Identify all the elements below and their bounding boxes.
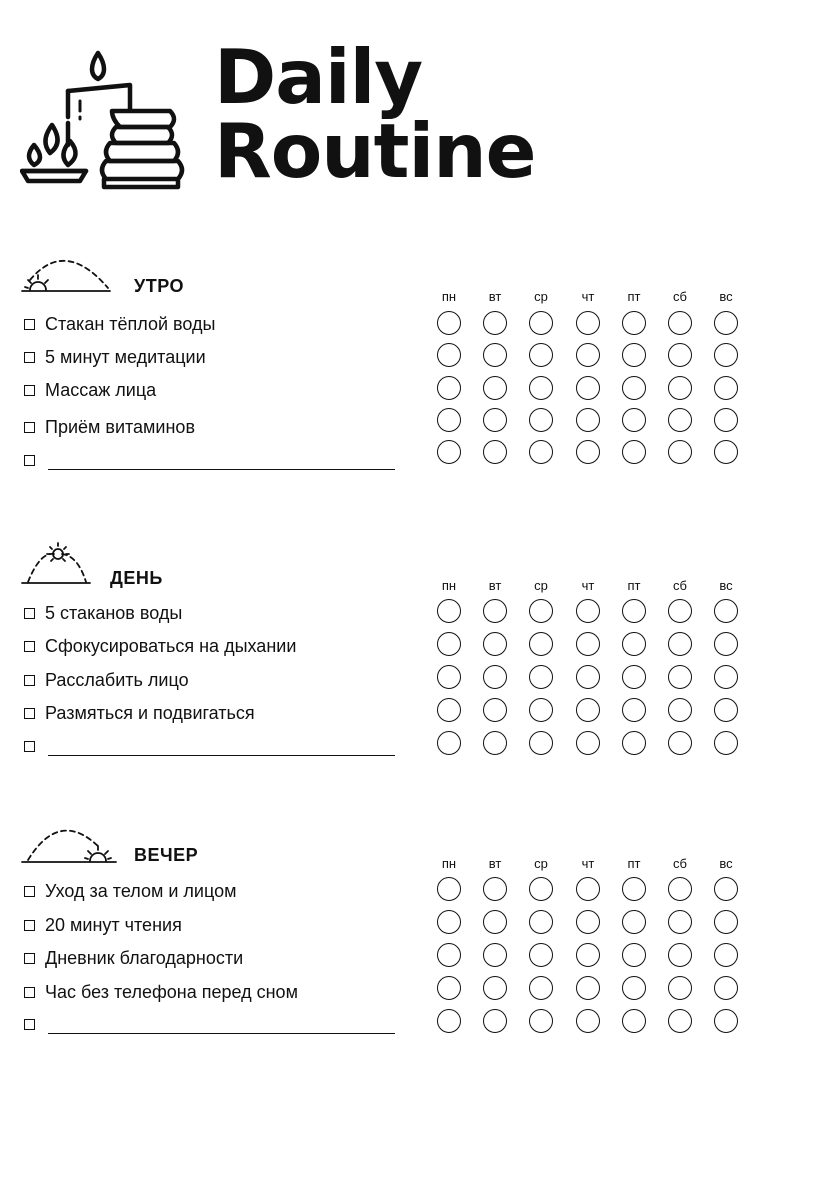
section-title: УТРО (134, 276, 184, 296)
tracker-circle[interactable] (437, 632, 461, 656)
tracker-circle[interactable] (483, 440, 507, 464)
sunset-icon (20, 822, 120, 866)
write-in-line[interactable] (48, 755, 395, 756)
task-checkbox[interactable] (24, 455, 35, 466)
section-morning (0, 250, 827, 470)
task-checkbox[interactable] (24, 987, 35, 998)
tracker-circle[interactable] (437, 731, 461, 755)
day-thu: чт (581, 856, 595, 871)
tracker-circle[interactable] (622, 877, 646, 901)
task-row (0, 600, 827, 630)
tracker-circle[interactable] (437, 910, 461, 934)
task-label: Размяться и подвигаться (45, 703, 255, 723)
tracker-circle[interactable] (437, 976, 461, 1000)
task-checkbox[interactable] (24, 319, 35, 330)
day-tue: вт (488, 289, 502, 304)
write-in-line[interactable] (48, 469, 395, 470)
tracker-circle[interactable] (576, 408, 600, 432)
tracker-circle[interactable] (437, 311, 461, 335)
tracker-circle[interactable] (576, 440, 600, 464)
tracker-circle[interactable] (714, 1009, 738, 1033)
tracker-circle[interactable] (576, 311, 600, 335)
task-row (0, 979, 827, 1009)
task-row (0, 945, 827, 975)
tracker-circle[interactable] (529, 665, 553, 689)
tracker-circle[interactable] (483, 599, 507, 623)
day-fri: пт (627, 578, 641, 593)
tracker-circle[interactable] (576, 376, 600, 400)
tracker-circle[interactable] (437, 943, 461, 967)
section-title: ДЕНЬ (110, 568, 163, 588)
day-sat: сб (673, 856, 687, 871)
task-checkbox[interactable] (24, 741, 35, 752)
tracker-circle[interactable] (437, 440, 461, 464)
tracker-circle[interactable] (483, 632, 507, 656)
tracker-circle[interactable] (668, 440, 692, 464)
tracker-circle[interactable] (668, 311, 692, 335)
tracker-circle[interactable] (529, 408, 553, 432)
tracker-circle[interactable] (714, 976, 738, 1000)
tracker-circle[interactable] (437, 877, 461, 901)
section-title: ВЕЧЕР (134, 845, 199, 865)
task-checkbox[interactable] (24, 352, 35, 363)
tracker-circle[interactable] (483, 665, 507, 689)
task-row (0, 633, 827, 663)
task-label: Массаж лица (45, 380, 157, 400)
tracker-circle[interactable] (483, 343, 507, 367)
tracker-circle[interactable] (576, 877, 600, 901)
tracker-circle[interactable] (576, 698, 600, 722)
tracker-circle[interactable] (437, 376, 461, 400)
tracker-circle[interactable] (622, 376, 646, 400)
tracker-circle[interactable] (529, 910, 553, 934)
tracker-circle[interactable] (622, 599, 646, 623)
tracker-circle[interactable] (714, 731, 738, 755)
tracker-circle[interactable] (529, 731, 553, 755)
tracker-circle[interactable] (622, 632, 646, 656)
tracker-circle[interactable] (714, 632, 738, 656)
tracker-circle[interactable] (576, 910, 600, 934)
tracker-circle[interactable] (576, 343, 600, 367)
tracker-circle[interactable] (529, 343, 553, 367)
task-label: Час без телефона перед сном (45, 982, 298, 1002)
task-label: 20 минут чтения (45, 915, 182, 935)
day-wed: ср (534, 289, 548, 304)
page-title (214, 33, 536, 195)
day-wed: ср (534, 578, 548, 593)
day-mon: пн (441, 856, 457, 871)
tracker-circle[interactable] (714, 698, 738, 722)
tracker-circle[interactable] (668, 632, 692, 656)
day-fri: пт (627, 289, 641, 304)
task-label: Сфокусироваться на дыхании (45, 636, 297, 656)
day-mon: пн (441, 289, 457, 304)
tracker-circle[interactable] (483, 976, 507, 1000)
tracker-circle[interactable] (529, 311, 553, 335)
tracker-circle[interactable] (576, 976, 600, 1000)
tracker-circle[interactable] (714, 311, 738, 335)
tracker-circle[interactable] (529, 976, 553, 1000)
tracker-circle[interactable] (714, 440, 738, 464)
day-sun: вс (719, 289, 733, 304)
task-row-blank (0, 1011, 827, 1041)
tracker-circle[interactable] (483, 408, 507, 432)
tracker-circle[interactable] (437, 343, 461, 367)
tracker-circle[interactable] (668, 910, 692, 934)
tracker-circle[interactable] (437, 1009, 461, 1033)
tracker-circle[interactable] (668, 1009, 692, 1033)
task-label: Дневник благодарности (45, 948, 244, 968)
midday-sun-icon (20, 542, 95, 586)
tracker-circle[interactable] (668, 731, 692, 755)
tracker-circle[interactable] (576, 665, 600, 689)
tracker-circle[interactable] (529, 376, 553, 400)
tracker-circle[interactable] (622, 976, 646, 1000)
tracker-circle[interactable] (622, 1009, 646, 1033)
tracker-circle[interactable] (622, 408, 646, 432)
tracker-circle[interactable] (576, 599, 600, 623)
tracker-circle[interactable] (714, 665, 738, 689)
tracker-circle[interactable] (437, 698, 461, 722)
day-fri: пт (627, 856, 641, 871)
tracker-circle[interactable] (483, 877, 507, 901)
tracker-circle[interactable] (668, 698, 692, 722)
tracker-circle[interactable] (576, 943, 600, 967)
task-checkbox[interactable] (24, 608, 35, 619)
tracker-circle[interactable] (529, 877, 553, 901)
tracker-circle[interactable] (622, 665, 646, 689)
day-wed: ср (534, 856, 548, 871)
task-checkbox[interactable] (24, 1019, 35, 1030)
task-row (0, 667, 827, 697)
task-checkbox[interactable] (24, 708, 35, 719)
tracker-circle[interactable] (529, 440, 553, 464)
write-in-line[interactable] (48, 1033, 395, 1034)
tracker-circle[interactable] (529, 943, 553, 967)
tracker-circle[interactable] (622, 943, 646, 967)
day-tue: вт (488, 856, 502, 871)
tracker-circle[interactable] (622, 343, 646, 367)
task-label: 5 стаканов воды (45, 603, 183, 623)
task-row (0, 700, 827, 730)
tracker-circle[interactable] (576, 632, 600, 656)
tracker-circle[interactable] (668, 343, 692, 367)
task-row (0, 311, 827, 341)
task-checkbox[interactable] (24, 953, 35, 964)
tracker-circle[interactable] (622, 731, 646, 755)
tracker-circle[interactable] (483, 376, 507, 400)
tracker-circle[interactable] (714, 910, 738, 934)
tracker-circle[interactable] (437, 665, 461, 689)
day-thu: чт (581, 578, 595, 593)
task-label: 5 минут медитации (45, 347, 206, 367)
tracker-circle[interactable] (529, 599, 553, 623)
tracker-circle[interactable] (576, 731, 600, 755)
tracker-circle[interactable] (668, 943, 692, 967)
task-checkbox[interactable] (24, 920, 35, 931)
task-row (0, 912, 827, 942)
task-checkbox[interactable] (24, 675, 35, 686)
tracker-circle[interactable] (483, 731, 507, 755)
tracker-circle[interactable] (622, 311, 646, 335)
day-thu: чт (581, 289, 595, 304)
task-checkbox[interactable] (24, 385, 35, 396)
tracker-circle[interactable] (622, 440, 646, 464)
tracker-circle[interactable] (714, 343, 738, 367)
day-mon: пн (441, 578, 457, 593)
task-checkbox[interactable] (24, 422, 35, 433)
tracker-circle[interactable] (668, 376, 692, 400)
tracker-circle[interactable] (714, 408, 738, 432)
task-row-blank (0, 447, 827, 477)
title-line-routine: Routine (214, 107, 536, 195)
tracker-circle[interactable] (668, 665, 692, 689)
task-row (0, 377, 827, 407)
day-sat: сб (673, 289, 687, 304)
task-row (0, 344, 827, 374)
task-row (0, 878, 827, 908)
day-sun: вс (719, 578, 733, 593)
tracker-circle[interactable] (668, 408, 692, 432)
tracker-circle[interactable] (529, 1009, 553, 1033)
title-line-daily: Daily (214, 33, 423, 121)
tracker-circle[interactable] (529, 632, 553, 656)
task-label: Стакан тёплой воды (45, 314, 216, 334)
tracker-circle[interactable] (483, 943, 507, 967)
spa-candle-logo-icon (20, 45, 185, 195)
tracker-circle[interactable] (576, 1009, 600, 1033)
task-label: Уход за телом и лицом (45, 881, 237, 901)
task-row (0, 414, 827, 444)
section-evening (0, 818, 827, 1038)
tracker-circle[interactable] (668, 877, 692, 901)
tracker-circle[interactable] (483, 910, 507, 934)
tracker-circle[interactable] (483, 1009, 507, 1033)
tracker-circle[interactable] (529, 698, 553, 722)
day-tue: вт (488, 578, 502, 593)
tracker-circle[interactable] (437, 408, 461, 432)
tracker-circle[interactable] (668, 599, 692, 623)
tracker-circle[interactable] (714, 943, 738, 967)
tracker-circle[interactable] (622, 698, 646, 722)
task-row-blank (0, 733, 827, 763)
tracker-circle[interactable] (714, 877, 738, 901)
section-day (0, 540, 827, 760)
sunrise-icon (20, 250, 115, 298)
task-checkbox[interactable] (24, 886, 35, 897)
task-label: Приём витаминов (45, 417, 196, 437)
tracker-circle[interactable] (483, 311, 507, 335)
day-sun: вс (719, 856, 733, 871)
tracker-circle[interactable] (714, 376, 738, 400)
tracker-circle[interactable] (437, 599, 461, 623)
task-label: Расслабить лицо (45, 670, 189, 690)
tracker-circle[interactable] (714, 599, 738, 623)
tracker-circle[interactable] (668, 976, 692, 1000)
task-checkbox[interactable] (24, 641, 35, 652)
day-sat: сб (673, 578, 687, 593)
tracker-circle[interactable] (483, 698, 507, 722)
tracker-circle[interactable] (622, 910, 646, 934)
